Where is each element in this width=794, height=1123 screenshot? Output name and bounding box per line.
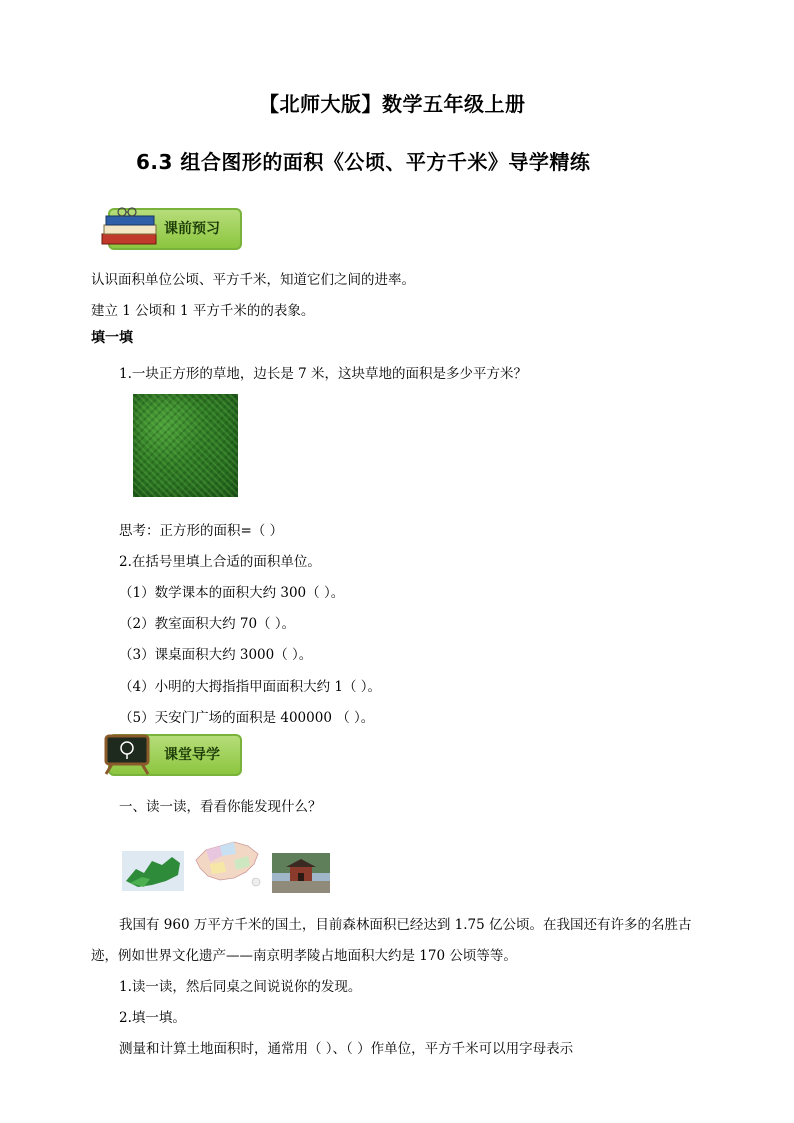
preview-banner xyxy=(94,204,240,250)
paragraph-line-2: 迹，例如世界文化遗产——南京明孝陵占地面积大约是 170 公顷等等。 xyxy=(91,948,517,964)
question-fill: 2.填一填。 xyxy=(119,1010,186,1026)
paragraph-line-1: 我国有 960 万平方千米的国土，目前森林面积已经达到 1.75 亿公顷。在我国还有许多的名胜古 xyxy=(119,917,692,933)
think-line: 思考：正方形的面积=（ ） xyxy=(119,523,284,539)
grass-square-image xyxy=(133,394,238,497)
list-item: （5）天安门广场的面积是 400000 （ ）。 xyxy=(119,710,375,726)
banner-label: 课前预习 xyxy=(164,221,220,237)
question-read: 1.读一读，然后同桌之间说说你的发现。 xyxy=(119,979,362,995)
blackboard-icon xyxy=(100,732,156,776)
list-item: （4）小明的大拇指指甲面面积大约 1（ ）。 xyxy=(119,679,382,695)
question-1: 1.一块正方形的草地，边长是 7 米，这块草地的面积是多少平方米？ xyxy=(119,366,528,382)
fill-line: 测量和计算土地面积时，通常用（ ）、（ ）作单位，平方千米可以用字母表示 xyxy=(119,1041,574,1057)
china-map-image xyxy=(190,838,266,890)
question-2: 2.在括号里填上合适的面积单位。 xyxy=(119,554,321,570)
list-item: （3）课桌面积大约 3000（ ）。 xyxy=(119,647,313,663)
banner-label: 课堂导学 xyxy=(164,747,220,763)
classroom-banner xyxy=(94,730,240,776)
mausoleum-photo xyxy=(272,853,330,893)
books-icon xyxy=(94,204,164,250)
read-heading: 一、读一读，看看你能发现什么？ xyxy=(119,799,322,815)
intro-line-1: 认识面积单位公顷、平方千米，知道它们之间的进率。 xyxy=(91,272,415,288)
forest-map-image xyxy=(122,851,184,891)
doc-subtitle: 6.3 组合图形的面积《公顷、平方千米》导学精练 xyxy=(136,150,591,174)
doc-title: 【北师大版】数学五年级上册 xyxy=(259,92,526,116)
intro-line-2: 建立 1 公顷和 1 平方千米的的表象。 xyxy=(91,303,315,319)
list-item: （1）数学课本的面积大约 300（ ）。 xyxy=(119,585,345,601)
fill-heading: 填一填 xyxy=(91,330,133,346)
list-item: （2）教室面积大约 70（ ）。 xyxy=(119,616,296,632)
